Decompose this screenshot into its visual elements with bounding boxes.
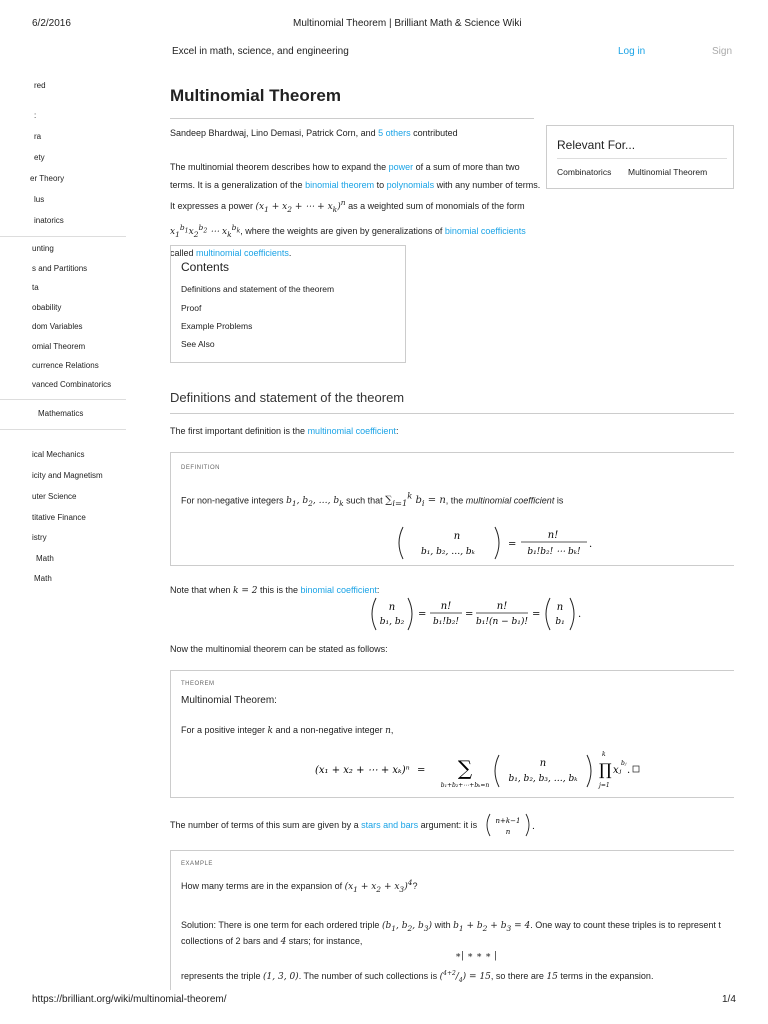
math-n: n [385, 726, 391, 736]
binomial-coefficient-link[interactable]: binomial coefficient [300, 585, 377, 595]
section-heading: Definitions and statement of the theorem [170, 390, 405, 405]
body-text: For a positive integer [181, 725, 268, 735]
section-divider [170, 413, 734, 414]
sidebar-item[interactable]: icity and Magnetism [32, 471, 103, 480]
sidebar-item[interactable]: Mathematics [38, 409, 84, 418]
toc-item-examples[interactable]: Example Problems [181, 321, 253, 331]
stars-and-bars-link[interactable]: stars and bars [361, 820, 419, 830]
svg-text:=: = [532, 609, 541, 620]
polynomials-link[interactable]: polynomials [386, 180, 435, 190]
math-monomial: $x_1^{b_1}x_2^{b_2}$ ⋯ $x_k^{b_k}$ [170, 222, 241, 239]
solution-text-2 [181, 934, 362, 949]
body-text: is [554, 495, 564, 506]
contents-title: Contents [181, 260, 230, 274]
body-text: argument: it is [418, 820, 478, 830]
tag-multinomial-theorem[interactable]: Multinomial Theorem [628, 167, 708, 177]
represents-text [181, 967, 653, 988]
contents-box [170, 245, 406, 363]
svg-text:=: = [465, 609, 474, 620]
sidebar-item[interactable]: obability [32, 303, 62, 312]
print-url: https://brilliant.org/wiki/multinomial-theorem/ [32, 994, 227, 1005]
math-15: 15 [546, 972, 558, 982]
math-four: 4 [280, 937, 287, 947]
body-text: . One way to count these triples is to represent t [530, 920, 721, 930]
login-link[interactable]: Log in [618, 46, 646, 57]
body-text: and a non-negative integer [273, 725, 386, 735]
body-text: For non-negative integers [181, 495, 287, 506]
sidebar-item[interactable]: er Theory [30, 174, 65, 183]
svg-text:.: . [578, 609, 582, 620]
svg-text:xⱼ: xⱼ [613, 765, 622, 776]
site-tagline: Excel in math, science, and engineering [172, 46, 349, 57]
multinomial-coefficient-link[interactable]: multinomial coefficient [307, 426, 396, 436]
body-text: : [376, 585, 380, 595]
svg-text:b₁!(n − b₁)!: b₁!(n − b₁)! [475, 617, 529, 627]
theorem-name: Multinomial Theorem: [181, 695, 277, 706]
body-text: such that [343, 495, 386, 506]
math-sum-4: $b_1 + b_2 + b_3 = 4$ [453, 921, 531, 933]
sidebar-item[interactable]: inatorics [34, 216, 64, 225]
sidebar-item[interactable]: ta [32, 283, 39, 292]
svg-text:n: n [388, 602, 396, 613]
contributors-suffix: contributed [410, 128, 458, 138]
svg-text:b₁!b₂!: b₁!b₂! [433, 617, 459, 627]
intro-text: as a weighted sum of monomials of the form [345, 201, 525, 211]
svg-text:n: n [539, 758, 547, 769]
body-text: Note that when [170, 585, 234, 595]
svg-text:n: n [505, 828, 511, 836]
definition-text [181, 489, 563, 511]
definition-label: DEFINITION [181, 465, 220, 471]
contributors-names: Sandeep Bhardwaj, Lino Demasi, Patrick Corn, and [170, 128, 379, 138]
body-text: ? [412, 881, 418, 891]
example-box [170, 850, 734, 990]
body-text: : [395, 426, 399, 436]
title-divider [170, 118, 534, 119]
terms-end: . [532, 822, 535, 832]
math-b-list: $b_1$, $b_2$, …, $b_k$ [286, 496, 344, 509]
sidebar-item[interactable]: unting [32, 244, 54, 253]
svg-text:bⱼ: bⱼ [621, 760, 627, 767]
svg-text:(x₁ + x₂ + ⋯ + xₖ)ⁿ: (x₁ + x₂ + ⋯ + xₖ)ⁿ [315, 765, 410, 776]
intro-text: of a sum of more than two terms. It is a generalization of the [170, 162, 520, 190]
svg-text:.: . [589, 539, 593, 550]
sidebar-item[interactable]: : [34, 111, 37, 120]
math-power-expression: ($x_1 + x_2$ + ⋯ + $x_k)^n$ [255, 198, 346, 214]
svg-text:b₁+b₂+⋯+bₖ=n: b₁+b₂+⋯+bₖ=n [440, 782, 490, 789]
power-link[interactable]: power [388, 162, 414, 172]
sidebar-item[interactable]: titative Finance [32, 513, 86, 522]
body-text: How many terms are in the expansion of [181, 881, 345, 891]
note-line [170, 583, 379, 598]
first-definition-line [170, 424, 398, 438]
math-triple-130: (1, 3, 0) [263, 972, 299, 982]
math-triple: ($b_1$, $b_2$, $b_3$) [381, 921, 433, 933]
math-sum-condition: $\sum_{i=1}^k$ $b_i = n$ [385, 491, 446, 509]
theorem-box [170, 670, 734, 798]
svg-text:.: . [627, 765, 631, 776]
math-stars-bars-example: ∗| ∗ ∗ ∗ | [455, 951, 497, 961]
relevant-divider [557, 158, 727, 159]
sidebar-item[interactable]: Math [36, 554, 54, 563]
sidebar-item[interactable]: Math [34, 574, 52, 583]
sidebar-divider [0, 236, 126, 237]
theorem-text [181, 723, 393, 738]
svg-text:=: = [417, 765, 426, 776]
sidebar-divider [0, 399, 126, 400]
contributors-line [170, 128, 458, 138]
math-example-expression: $(x_1 + x_2 + x_3)^4$ [344, 878, 413, 894]
definition-box [170, 452, 734, 566]
binomial-theorem-link[interactable]: binomial theorem [305, 180, 375, 190]
math-multinomial-theorem-formula [313, 747, 643, 793]
math-collections-count: $(^{4+2}/_4) = 15$ [439, 970, 491, 984]
svg-text:∏: ∏ [599, 760, 612, 779]
body-text: , [390, 725, 394, 735]
svg-text:k: k [602, 751, 606, 758]
body-text: represents the triple [181, 971, 264, 981]
svg-text:n: n [453, 531, 461, 542]
math-stars-bars-count [484, 812, 538, 838]
svg-text:∑: ∑ [457, 756, 473, 780]
tag-combinatorics[interactable]: Combinatorics [557, 167, 612, 177]
math-k-equals-2: k = 2 [233, 586, 258, 596]
svg-text:b₁, b₂: b₁, b₂ [379, 617, 405, 627]
body-text: , the [445, 495, 466, 506]
svg-text:b₁, b₂, …, bₖ: b₁, b₂, …, bₖ [421, 547, 475, 557]
print-date: 6/2/2016 [32, 18, 71, 29]
page-title: Multinomial Theorem [170, 86, 341, 105]
body-text: The number of terms of this sum are given by a [170, 820, 362, 830]
sidebar-item[interactable]: ra [34, 132, 42, 141]
relevant-for-title: Relevant For... [557, 138, 636, 152]
toc-item-definitions[interactable]: Definitions and statement of the theorem [181, 284, 335, 294]
body-text: with [432, 920, 454, 930]
sidebar-item[interactable]: uter Science [32, 492, 77, 501]
sidebar-item[interactable]: currence Relations [32, 361, 99, 370]
body-text: Solution: There is one term for each ordered triple [181, 920, 382, 930]
sidebar-item[interactable]: istry [32, 533, 47, 542]
definition-term: multinomial coefficient [465, 495, 555, 506]
multinomial-coefficients-link[interactable]: multinomial coefficients [196, 247, 289, 258]
example-label: EXAMPLE [181, 861, 213, 867]
body-text: stars; for instance, [286, 936, 363, 946]
svg-text:=: = [508, 539, 517, 550]
svg-text:n: n [556, 602, 564, 613]
svg-text:n!: n! [547, 530, 559, 541]
sidebar-item[interactable]: red [34, 81, 46, 90]
svg-text:n!: n! [496, 601, 508, 612]
relevant-for-box [546, 125, 734, 189]
body-text: collections of 2 bars and [181, 936, 281, 946]
sidebar [0, 60, 130, 620]
print-title: Multinomial Theorem | Brilliant Math & Science Wiki [293, 18, 522, 29]
others-link[interactable]: 5 others [378, 128, 411, 138]
math-multinomial-coefficient-formula [393, 523, 593, 563]
binomial-coefficients-link[interactable]: binomial coefficients [444, 225, 526, 236]
svg-text:j=1: j=1 [599, 782, 610, 789]
intro-text: called [170, 247, 197, 258]
sidebar-item[interactable]: lus [34, 195, 45, 204]
intro-text: , where the weights are given by generalizations of [240, 225, 445, 236]
sidebar-divider [0, 429, 126, 430]
svg-text:b₁!b₂! ⋯ bₖ!: b₁!b₂! ⋯ bₖ! [527, 547, 581, 557]
svg-text:b₁: b₁ [555, 617, 565, 627]
intro-text: to [374, 180, 387, 190]
body-text: . The number of such collections is [298, 971, 440, 981]
math-binomial-formula [368, 596, 588, 632]
svg-text:n+k−1: n+k−1 [495, 817, 521, 825]
toc-item-proof[interactable]: Proof [181, 303, 202, 313]
body-text: terms in the expansion. [557, 971, 654, 981]
intro-text: The multinomial theorem describes how to expand the [170, 162, 389, 172]
toc-item-see-also[interactable]: See Also [181, 339, 215, 349]
sidebar-item[interactable]: omial Theorem [32, 342, 86, 351]
sidebar-item[interactable]: vanced Combinatorics [32, 380, 112, 389]
print-page-number: 1/4 [722, 994, 736, 1005]
svg-text:b₁, b₂, b₃, …, bₖ: b₁, b₂, b₃, …, bₖ [508, 774, 578, 784]
intro-text: with any number of terms. It expresses a power [170, 180, 541, 211]
signup-link[interactable]: Sign [712, 46, 733, 57]
now-stated-line: Now the multinomial theorem can be stated as follows: [170, 644, 388, 654]
body-text: The first important definition is the [170, 426, 308, 436]
intro-text: . [288, 247, 292, 258]
sidebar-item[interactable]: ety [34, 153, 45, 162]
number-of-terms-line [170, 818, 477, 832]
svg-text:=: = [418, 609, 427, 620]
sidebar-item[interactable]: ical Mechanics [32, 450, 85, 459]
example-question [181, 876, 418, 897]
sidebar-item[interactable]: s and Partitions [32, 264, 88, 273]
math-k: k [267, 726, 274, 736]
theorem-label: THEOREM [181, 681, 215, 687]
svg-text:n!: n! [440, 601, 452, 612]
body-text: , so there are [490, 971, 547, 981]
body-text: this is the [257, 585, 301, 595]
sidebar-item[interactable]: dom Variables [32, 322, 83, 331]
